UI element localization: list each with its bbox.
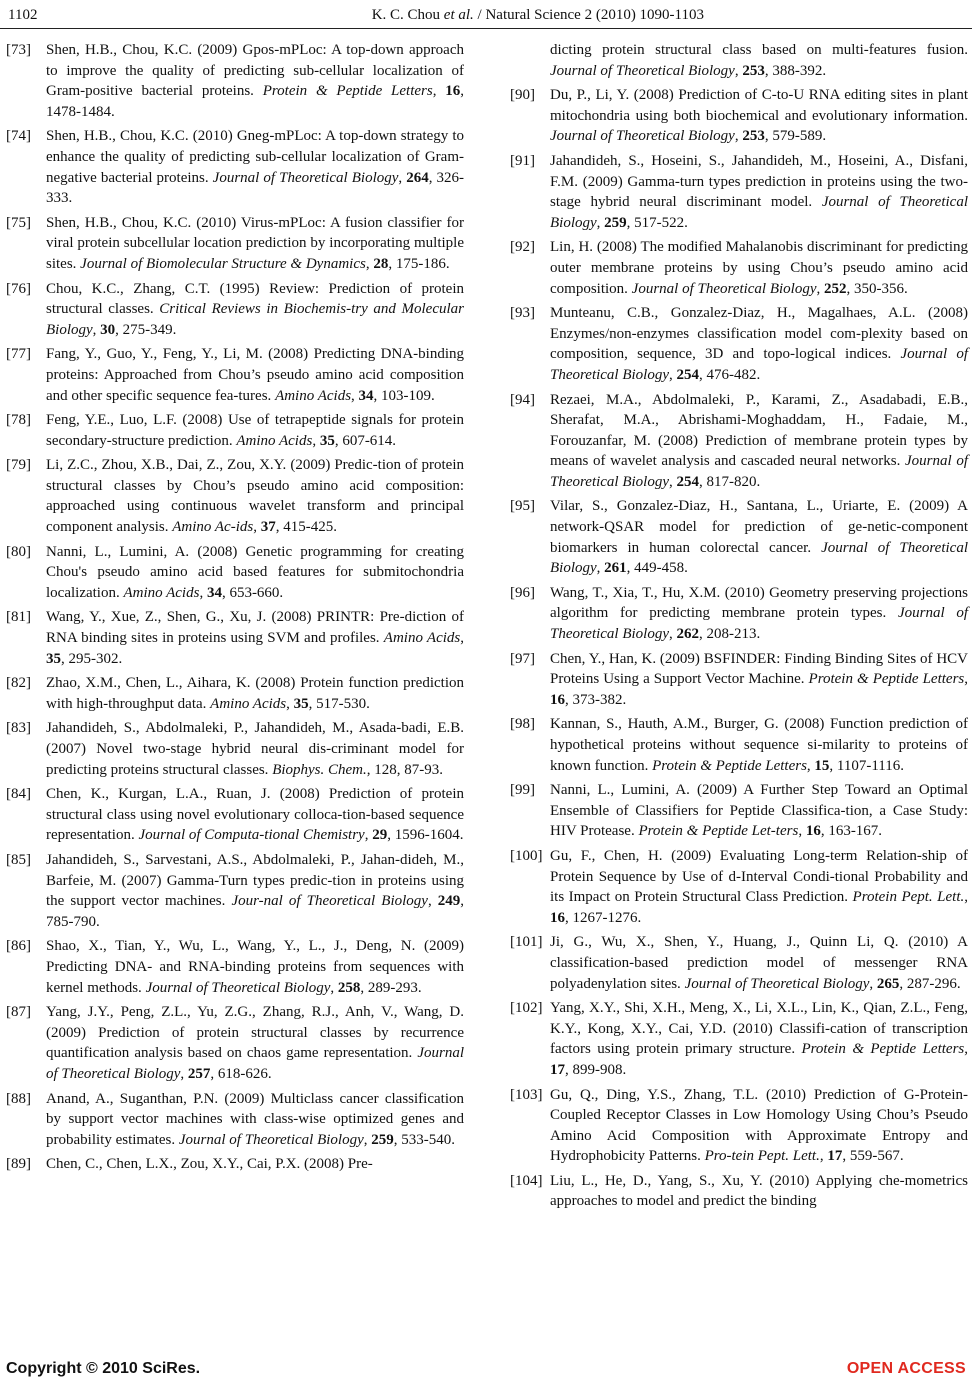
ref-journal: Journal of Theoretical Biology	[212, 169, 399, 186]
reference-item	[510, 932, 968, 994]
ref-number: [91]	[510, 152, 535, 169]
ref-journal: Jour-nal of Theoretical Biology	[231, 893, 428, 910]
ref-separator: ,	[734, 128, 743, 145]
ref-journal: Amino Acids	[383, 630, 461, 647]
ref-journal: Amino Acids	[275, 387, 352, 404]
ref-journal: Amino Ac-ids	[172, 519, 254, 536]
ref-number: [88]	[6, 1090, 31, 1107]
ref-pages: , 103-109.	[373, 387, 435, 404]
ref-separator: ,	[432, 83, 446, 100]
ref-pages: , 607-614.	[334, 432, 397, 449]
ref-pages: , 287-296.	[899, 975, 961, 992]
ref-pages: , 517-522.	[626, 214, 688, 231]
ref-number: [85]	[6, 851, 31, 868]
ref-text: Du, P., Li, Y. (2008) Prediction of C-to-U RNA editing sites in plant mitochondria using both biochemical and evolutionary information.	[550, 87, 968, 124]
ref-separator: ,	[669, 473, 677, 490]
running-head-citation: / Natural Science 2 (2010) 1090-1103	[473, 7, 704, 23]
ref-text: Zhao, X.M., Chen, L., Aihara, K. (2008) Protein function prediction with high-throughput data.	[46, 675, 464, 712]
ref-text: Anand, A., Suganthan, P.N. (2009) Multiclass cancer classification by support vector machines with class-wise optimized genes and probability estimates.	[46, 1090, 464, 1148]
ref-number: [102]	[510, 1000, 543, 1017]
ref-separator: ,	[330, 979, 338, 996]
reference-item	[6, 455, 464, 537]
ref-pages: 128, 87-93.	[374, 761, 444, 778]
ref-text: Chen, K., Kurgan, L.A., Ruan, J. (2008) Prediction of protein structural class using novel evolutionary colloca-tion-based sequence representation.	[46, 786, 464, 844]
ref-volume: 262	[676, 626, 700, 643]
ref-journal: Journal of Theoretical Biology	[550, 128, 735, 145]
reference-item	[510, 1171, 968, 1212]
ref-text: Chen, C., Chen, L.X., Zou, X.Y., Cai, P.X. (2008) Pre-	[46, 1156, 373, 1173]
ref-text: Shao, X., Tian, Y., Wu, L., Wang, Y., L., J., Deng, N. (2009) Predicting DNA- and RNA-binding proteins from sequences with kernel methods.	[46, 938, 464, 996]
ref-volume: 35	[319, 432, 335, 449]
ref-text: Chou, K.C., Zhang, C.T. (1995) Review: Prediction of protein structural classes.	[46, 280, 464, 318]
reference-item	[6, 126, 464, 208]
ref-number: [97]	[510, 650, 535, 667]
reference-item	[6, 607, 464, 669]
ref-separator: ,	[351, 387, 359, 404]
ref-number: [77]	[6, 346, 31, 363]
ref-journal: Protein & Peptide Letters	[262, 83, 433, 100]
ref-text: Feng, Y.E., Luo, L.F. (2008) Use of tetrapeptide signals for protein secondary-structure prediction.	[46, 412, 464, 449]
ref-separator: ,	[734, 62, 743, 79]
reference-item	[510, 780, 968, 842]
ref-journal: Journal of Theoretical Biology	[550, 194, 968, 231]
ref-text: Shen, H.B., Chou, K.C. (2010) Gneg-mPLoc: A top-down strategy to enhance the quality of predicting sub-cellular localization of Gram-negative bacterial proteins.	[46, 128, 464, 186]
ref-text: Liu, L., He, D., Yang, S., Xu, Y. (2010) Applying che-mometrics approaches to model and predict the binding	[550, 1172, 968, 1210]
ref-volume: 16	[550, 909, 565, 926]
ref-journal: Amino Acids	[236, 432, 313, 449]
ref-number: [94]	[510, 391, 535, 408]
ref-text: Li, Z.C., Zhou, X.B., Dai, Z., Zou, X.Y. (2009) Predic-tion of protein structural classes by Chou’s pseudo amino acid composition: approached using continuous wavelet transform and principal component analysis.	[46, 457, 464, 536]
reference-item	[510, 303, 968, 385]
ref-separator: ,	[869, 975, 877, 992]
ref-number: [101]	[510, 934, 543, 951]
ref-volume: 16	[805, 823, 821, 840]
ref-pages: , 517-530.	[308, 695, 370, 712]
ref-volume: 16	[445, 83, 461, 100]
reference-item	[510, 714, 968, 776]
ref-journal: Journal of Theoretical Biology	[550, 539, 968, 577]
ref-number: [103]	[510, 1086, 543, 1103]
ref-journal: Protein Pept. Lett.	[852, 889, 965, 906]
page-number: 1102	[8, 7, 38, 23]
ref-text: Shen, H.B., Chou, K.C. (2009) Gpos-mPLoc: A top-down approach to improve the quality of predicting sub-cellular localization of Gram-positive bacterial proteins.	[46, 42, 464, 100]
ref-number: [90]	[510, 87, 535, 104]
reference-item	[6, 213, 464, 275]
reference-item	[510, 649, 968, 711]
ref-volume: 29	[372, 827, 388, 844]
ref-journal: Journal of Theoretical Biology	[145, 979, 331, 996]
ref-separator: ,	[365, 255, 374, 272]
ref-volume: 34	[206, 584, 222, 601]
reference-item	[6, 279, 464, 341]
ref-separator: ,	[427, 893, 438, 910]
ref-pages: , 449-458.	[626, 560, 688, 577]
reference-item	[6, 542, 464, 604]
ref-number: [76]	[6, 280, 31, 297]
ref-separator: ,	[398, 169, 407, 186]
ref-number: [89]	[6, 1156, 31, 1173]
ref-text: Jahandideh, S., Sarvestani, A.S., Abdolmaleki, P., Jahan-dideh, M., Barfeie, M. (2007) Gamma-Turn types predic-tion in proteins using the support vector machines.	[46, 851, 464, 910]
ref-pages: , 899-908.	[565, 1061, 627, 1078]
ref-separator: ,	[364, 827, 373, 844]
ref-pages: , 163-167.	[820, 823, 883, 840]
ref-journal: Amino Acids	[210, 695, 287, 712]
ref-journal: Journal of Theoretical Biology	[46, 1045, 464, 1082]
ref-pages: , 559-567.	[842, 1148, 904, 1165]
ref-pages: , 295-302.	[61, 650, 123, 667]
reference-item	[510, 390, 968, 493]
ref-separator: ,	[253, 519, 261, 536]
ref-number: [74]	[6, 128, 31, 145]
ref-number: [83]	[6, 720, 31, 737]
ref-volume: 17	[550, 1061, 565, 1078]
ref-journal: Journal of Theoretical Biology	[178, 1131, 364, 1148]
ref-number: [95]	[510, 498, 535, 515]
ref-journal: Protein & Peptide Letters	[808, 671, 965, 688]
ref-volume: 265	[876, 975, 900, 992]
reference-item	[6, 1002, 464, 1084]
ref-volume: 30	[100, 321, 116, 338]
ref-number: [73]	[6, 42, 31, 58]
ref-text: Wang, T., Xia, T., Hu, X.M. (2010) Geometry preserving projections algorithm for predicting membrane protein types.	[550, 584, 968, 622]
ref-text: Nanni, L., Lumini, A. (2009) A Further Step Toward an Optimal Ensemble of Classifiers for Peptide Classifica-tion, a Case Study: HIV Protease.	[550, 782, 968, 840]
ref-number: [78]	[6, 412, 31, 429]
copyright-notice: Copyright © 2010 SciRes.	[6, 1360, 201, 1377]
ref-separator: ,	[596, 560, 605, 577]
ref-text: Nanni, L., Lumini, A. (2008) Genetic programming for creating Chou's pseudo amino acid based features for submitochondria localization.	[46, 543, 464, 601]
running-head-authors: K. C. Chou	[371, 7, 441, 23]
ref-number: [81]	[6, 609, 31, 626]
reference-item	[510, 583, 968, 645]
ref-journal: Critical Reviews in Biochemis-try and Molecular Biology	[46, 301, 464, 338]
header-rule	[0, 28, 972, 29]
ref-volume: 28	[373, 255, 389, 272]
ref-separator: ,	[180, 1065, 188, 1082]
ref-separator: ,	[312, 432, 320, 449]
ref-text: Shen, H.B., Chou, K.C. (2010) Virus-mPLoc: A fusion classifier for viral protein subcellular location prediction by incorporating multiple sites.	[46, 214, 464, 272]
ref-text: Munteanu, C.B., Gonzalez-Diaz, H., Magalhaes, A.L. (2008) Enzymes/non-enzymes classification model com-plexity based on composition, sequence, 3D and topo-logical indices.	[550, 305, 968, 363]
ref-pages: , 1107-1116.	[829, 757, 904, 774]
ref-volume: 261	[604, 560, 627, 577]
reference-item	[510, 496, 968, 578]
ref-text: dicting protein structural class based on multi-features fusion.	[550, 42, 968, 58]
ref-separator: ,	[363, 1131, 372, 1148]
ref-separator: ,	[964, 1041, 968, 1058]
ref-separator: ,	[669, 366, 677, 383]
ref-volume: 257	[187, 1065, 211, 1082]
ref-number: [99]	[510, 782, 535, 799]
ref-pages: , 208-213.	[699, 626, 761, 643]
ref-volume: 17	[827, 1148, 843, 1165]
ref-pages: , 275-349.	[115, 321, 177, 338]
ref-journal: Protein & Peptide Letters	[652, 757, 807, 774]
ref-number: [98]	[510, 716, 535, 733]
reference-item	[6, 784, 464, 846]
ref-text: Lin, H. (2008) The modified Mahalanobis discriminant for predicting outer membrane proteins by using Chou’s pseudo amino acid composition.	[550, 239, 968, 297]
ref-journal: Journal of Theoretical Biology	[550, 346, 968, 383]
ref-number: [104]	[510, 1172, 543, 1189]
reference-item	[6, 718, 464, 780]
ref-number: [86]	[6, 938, 31, 955]
page-header	[0, 4, 972, 28]
ref-number: [79]	[6, 457, 31, 474]
ref-number: [93]	[510, 305, 535, 322]
ref-text: Kannan, S., Hauth, A.M., Burger, G. (2008) Function prediction of hypothetical proteins without sequence si-milarity to proteins of known function.	[550, 716, 968, 774]
ref-volume: 254	[676, 473, 700, 490]
ref-pages: , 785-790.	[46, 893, 465, 930]
ref-number: [87]	[6, 1004, 31, 1021]
references-left-column	[6, 40, 464, 1179]
ref-text: Jahandideh, S., Hoseini, S., Jahandideh, M., Hoseini, A., Disfani, F.M. (2009) Gamma-turn types prediction in proteins using the two-stage hybrid neural discriminant model.	[550, 152, 968, 211]
ref-separator: ,	[92, 321, 101, 338]
ref-text: Wang, Y., Xue, Z., Shen, G., Xu, J. (2008) PRINTR: Pre-diction of RNA binding sites in proteins using SVM and profiles.	[46, 609, 464, 647]
ref-text: Vilar, S., Gonzalez-Diaz, H., Santana, L., Uriarte, E. (2009) A network-QSAR model for prediction of ge-netic-component biomarkers in human colorectal cancer.	[550, 498, 968, 556]
ref-text: Gu, Q., Ding, Y.S., Zhang, T.L. (2010) Prediction of G-Protein-Coupled Receptor Classes in Low Homology Using Chou’s Pseudo Amino Acid Composition with Approximate Entropy and Hydrophobicity Patterns.	[550, 1086, 968, 1165]
running-head	[372, 6, 704, 24]
ref-pages: , 533-540.	[393, 1131, 455, 1148]
reference-item	[510, 1085, 968, 1167]
ref-number: [80]	[6, 543, 31, 560]
ref-text: Fang, Y., Guo, Y., Feng, Y., Li, M. (2008) Predicting DNA-binding proteins: Approached from Chou’s pseudo amino acid composition and other specific sequence fea-tures.	[46, 346, 464, 404]
reference-item	[510, 151, 968, 233]
ref-pages: , 817-820.	[699, 473, 761, 490]
ref-pages: , 289-293.	[360, 979, 422, 996]
ref-separator: ,	[816, 280, 825, 297]
ref-volume: 254	[676, 366, 700, 383]
ref-journal: Journal of Biomolecular Structure & Dynamics	[80, 255, 366, 272]
ref-volume: 253	[742, 128, 765, 145]
reference-item	[510, 998, 968, 1080]
ref-journal: Journal of Computa-tional Chemistry	[138, 827, 365, 844]
ref-pages: , 1478-1484.	[46, 83, 464, 120]
ref-volume: 252	[824, 280, 847, 297]
ref-volume: 259	[371, 1131, 394, 1148]
ref-volume: 35	[46, 650, 61, 667]
ref-separator: ,	[669, 626, 677, 643]
ref-separator: ,	[366, 761, 375, 778]
reference-item	[510, 85, 968, 147]
ref-number: [96]	[510, 584, 535, 601]
ref-number: [92]	[510, 239, 535, 256]
ref-journal: Biophys. Chem.	[272, 761, 367, 778]
reference-item	[6, 936, 464, 998]
ref-journal: Journal of Theoretical Biology	[550, 62, 735, 79]
ref-pages: , 618-626.	[210, 1065, 272, 1082]
ref-pages: , 350-356.	[846, 280, 908, 297]
ref-journal: Protein & Peptide Letters	[801, 1041, 965, 1058]
ref-pages: , 373-382.	[565, 691, 627, 708]
ref-pages: , 579-589.	[764, 128, 827, 145]
ref-pages: , 653-660.	[221, 584, 284, 601]
ref-separator: ,	[596, 214, 605, 231]
reference-continuation	[510, 40, 968, 81]
ref-volume: 35	[293, 695, 309, 712]
reference-item	[6, 344, 464, 406]
ref-number: [82]	[6, 675, 31, 692]
ref-volume: 16	[550, 691, 565, 708]
ref-number: [100]	[510, 847, 543, 864]
ref-pages: , 1596-1604.	[387, 827, 464, 844]
reference-item	[6, 40, 464, 122]
page-footer	[0, 1356, 972, 1384]
ref-text: Chen, Y., Han, K. (2009) BSFINDER: Finding Binding Sites of HCV Proteins Using a Support Vector Machine.	[550, 650, 968, 688]
ref-separator: ,	[964, 671, 968, 688]
ref-journal: Amino Acids	[123, 584, 200, 601]
reference-item	[6, 850, 464, 932]
ref-separator: ,	[819, 1148, 828, 1165]
ref-volume: 37	[260, 519, 276, 536]
reference-item	[6, 1154, 464, 1175]
running-head-et-al: et al.	[443, 7, 474, 23]
ref-journal: Protein & Peptide Let-ters	[638, 823, 799, 840]
ref-journal: Pro-tein Pept. Lett.	[704, 1148, 820, 1165]
ref-separator: ,	[806, 757, 815, 774]
ref-volume: 15	[814, 757, 830, 774]
ref-number: [84]	[6, 786, 31, 803]
ref-volume: 249	[437, 893, 461, 910]
ref-text: Yang, J.Y., Peng, Z.L., Yu, Z.G., Zhang, R.J., Anh, V., Wang, D. (2009) Prediction of protein structural classes by recurrence quantification analysis based on chaos game representation.	[46, 1004, 464, 1062]
ref-volume: 259	[604, 214, 627, 231]
ref-pages: , 175-186.	[388, 255, 450, 272]
ref-text: Gu, F., Chen, H. (2009) Evaluating Long-term Relation-ship of Protein Sequence by Use of d-Interval Condi-tional Probability and its Impact on Protein Structural Class Prediction.	[550, 847, 968, 906]
ref-volume: 264	[406, 169, 429, 186]
ref-journal: Journal of Theoretical Biology	[550, 605, 968, 643]
reference-item	[510, 237, 968, 299]
reference-item	[510, 846, 968, 928]
ref-pages: , 326-333.	[46, 169, 465, 207]
ref-text: Yang, X.Y., Shi, X.H., Meng, X., Li, X.L., Lin, K., Qian, Z.L., Feng, K.Y., Kong, X.Y., Cai, Y.D. (2010) Classifi-cation of transcription factors using protein primary structure.	[550, 1000, 968, 1058]
ref-separator: ,	[964, 889, 968, 906]
ref-number: [75]	[6, 214, 31, 231]
ref-pages: , 415-425.	[275, 519, 337, 536]
ref-volume: 34	[358, 387, 374, 404]
ref-pages: , 388-392.	[764, 62, 827, 79]
ref-journal: Journal of Theoretical Biology	[684, 975, 870, 992]
ref-text: Jahandideh, S., Abdolmaleki, P., Jahandideh, M., Asada-badi, E.B. (2007) Novel two-stage hybrid neural dis-criminant model for predicting proteins structural classes.	[46, 720, 464, 778]
reference-item	[6, 673, 464, 714]
ref-separator: ,	[798, 823, 806, 840]
ref-volume: 258	[337, 979, 361, 996]
references-right-column	[510, 40, 968, 1216]
ref-journal: Journal of Theoretical Biology	[631, 280, 817, 297]
ref-text: Ji, G., Wu, X., Shen, Y., Huang, J., Quinn Li, Q. (2010) A classification-based prediction model of messenger RNA polyadenylation sites.	[550, 934, 968, 992]
ref-separator: ,	[199, 584, 207, 601]
ref-pages: , 476-482.	[699, 366, 761, 383]
ref-separator: ,	[286, 695, 294, 712]
ref-volume: 253	[742, 62, 765, 79]
reference-item	[6, 1089, 464, 1151]
ref-pages: , 1267-1276.	[565, 909, 642, 926]
ref-text: Rezaei, M.A., Abdolmaleki, P., Karami, Z., Asadabadi, E.B., Sherafat, M.A., Abrishami-Moghaddam, H., Fadaie, M., Forouzanfar, M. (2008) Prediction of membrane protein types by means of wavelet analysis and cascaded neural networks.	[550, 391, 968, 470]
ref-journal: Journal of Theoretical Biology	[550, 453, 968, 490]
open-access-label: OPEN ACCESS	[846, 1360, 966, 1377]
reference-item	[6, 410, 464, 451]
ref-separator: ,	[460, 630, 464, 647]
